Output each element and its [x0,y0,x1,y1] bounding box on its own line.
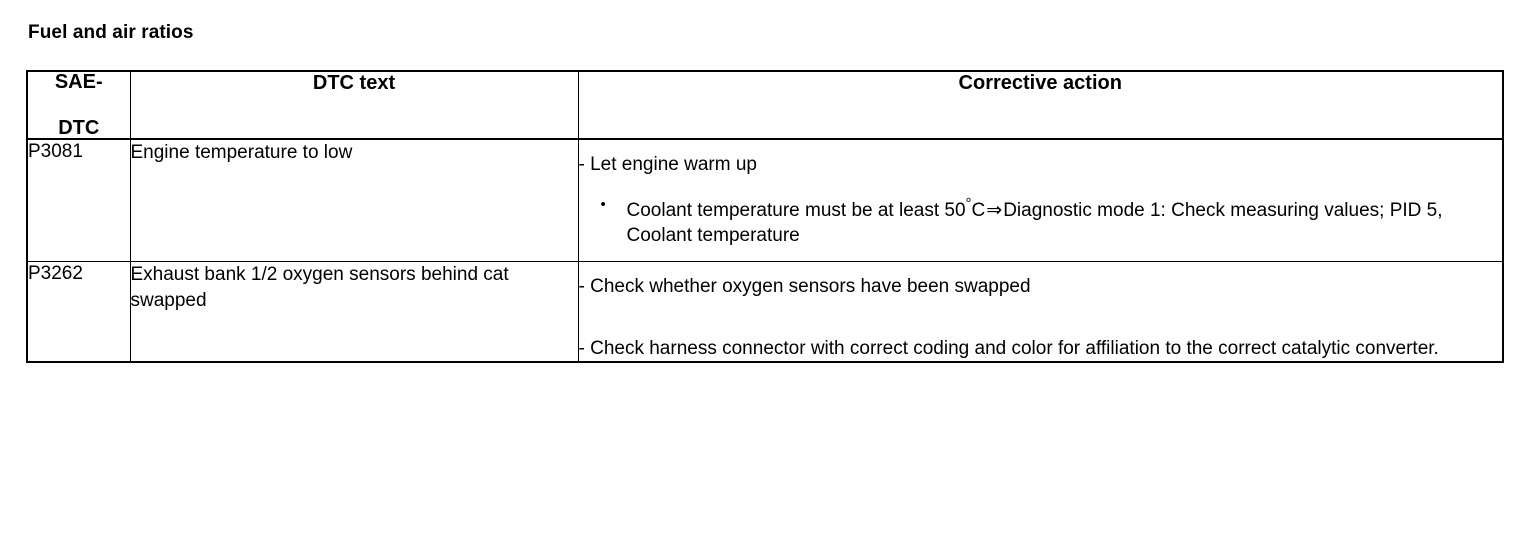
column-header-sae-dtc [27,71,130,139]
column-header-sae-line1: SAE- [54,71,103,93]
column-header-corrective-action: Corrective action [578,71,1503,139]
list-item [579,194,1503,249]
action-intro: - Check whether oxygen sensors have been swapped [578,275,1031,297]
cell-sae-dtc: P3081 [27,139,130,261]
bullet-text-part1: Coolant temperature must be at least 50 [626,199,966,221]
table-header [27,71,1503,139]
action-bullet-list [579,194,1503,249]
action-line: - Check harness connector with correct coding and color for affiliation to the correct catalytic converter. [578,337,1439,359]
cell-corrective-action [578,261,1503,362]
cell-dtc-text: Engine temperature to low [130,139,578,261]
table-row [27,139,1503,261]
cell-sae-dtc: P3262 [27,261,130,362]
column-header-dtc-text: DTC text [130,71,578,139]
double-arrow-icon: ⇒ [986,199,1003,221]
bullet-text-part3: Diagnostic mode 1: Check measuring values; PID 5, Coolant temperature [626,199,1443,247]
table-row [27,261,1503,362]
column-header-sae-line2: DTC [58,117,100,139]
table-header-row [27,71,1503,139]
cell-corrective-action [578,139,1503,261]
action-intro: - Let engine warm up [578,154,757,175]
degree-symbol: ° [965,194,972,212]
page-title: Fuel and air ratios [28,22,194,43]
table-body [27,139,1503,362]
cell-dtc-text: Exhaust bank 1/2 oxygen sensors behind cat swapped [130,261,578,362]
bullet-icon: • [600,195,606,213]
bullet-text-part2: C [971,199,986,221]
dtc-table [26,70,1504,363]
